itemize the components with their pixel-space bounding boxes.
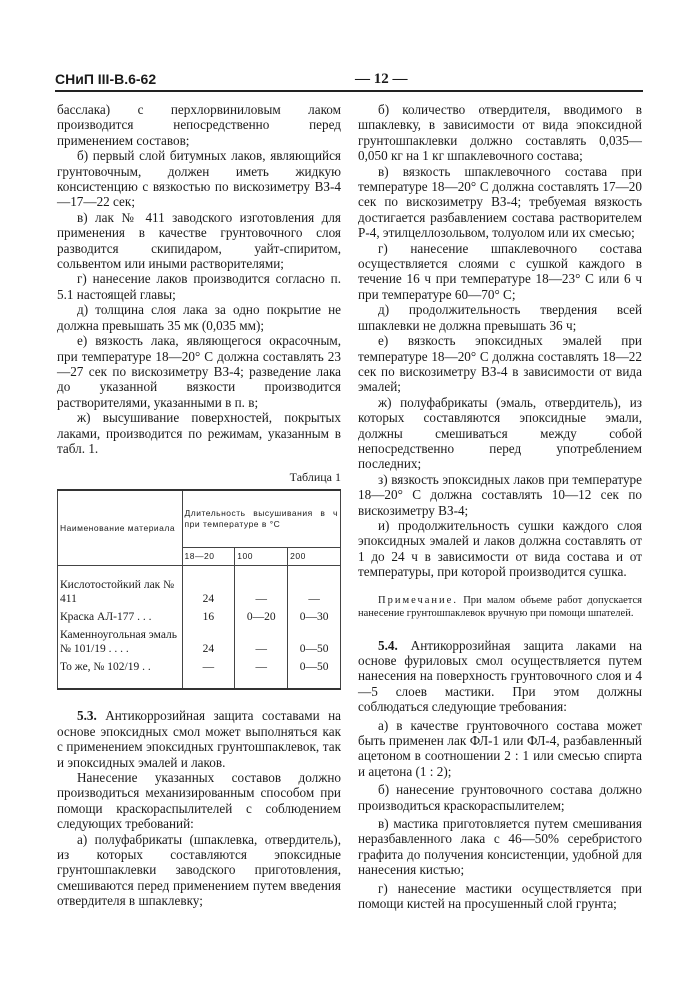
material-name: Краска АЛ-177 . . . xyxy=(58,608,183,626)
table-cell: 0—50 xyxy=(288,626,341,658)
material-name: То же, № 102/19 . . xyxy=(58,658,183,689)
paragraph: а) в качестве грунтовочного состава может быть применен лак ФЛ-1 или ФЛ-4, разбавленный ацетоном в соотношении 2 : 1 или смесью спирта и ацетона (1 : 2); xyxy=(358,717,642,779)
paragraph: е) вязкость эпоксидных эмалей при температуре 18—20° С должна составлять 18—22 сек по вискозиметру ВЗ-4 в зависимости от вида эмалей; xyxy=(358,333,642,395)
table-cell: — xyxy=(288,566,341,609)
paragraph: б) количество отвердителя, вводимого в шпаклевку, в зависимости от вида эпоксидной грунтошпаклевки должно составлять 0,035—0,050 кг на 1 кг шпаклевочного состава; xyxy=(358,102,642,164)
paragraph: в) вязкость шпаклевочного состава при температуре 18—20° С должна составлять 17—20 сек по вискозиметру ВЗ-4; требуемая вязкость достигается разбавлением состава растворителем Р-4, этилцеллозольвом, толуолом или их смесью; xyxy=(358,163,642,241)
table-cell: 0—30 xyxy=(288,608,341,626)
column-header-temp: 18—20 xyxy=(182,548,235,566)
note-text: При малом объеме работ допускается нанесение грунтошпаклевок вручную при помощи шпателей. xyxy=(358,594,643,619)
paragraph: в) лак № 411 заводского изготовления для применения в качестве грунтовочного слоя разводится скипидаром, уайт-спиритом, сольвентом или иными растворителями; xyxy=(57,209,341,272)
table-cell: 0—50 xyxy=(288,658,341,689)
table-row xyxy=(58,608,341,626)
paragraph: Нанесение указанных составов должно производиться механизированным способом при помощи краскораспылителей с соблюдением следующих требований: xyxy=(57,769,341,832)
table-cell: 16 xyxy=(182,608,235,626)
table-row xyxy=(58,626,341,658)
page-body xyxy=(57,102,642,912)
section-5-4 xyxy=(358,638,642,912)
document-code: СНиП III-В.6-62 xyxy=(55,71,157,87)
paragraph: ж) полуфабрикаты (эмаль, отвердитель), из которых составляются эпоксидные эмали, должны смешиваться между собой непосредственно перед употреблением последних; xyxy=(358,394,642,472)
table-row xyxy=(58,658,341,689)
table-row xyxy=(58,566,341,609)
right-column-top xyxy=(358,102,642,580)
paragraph: басслака) с перхлорвиниловым лаком производится непосредственно перед применением составов; xyxy=(57,102,341,148)
section-number: 5.3. xyxy=(77,708,97,724)
note-label: Примечание. xyxy=(378,594,458,606)
left-column-top xyxy=(57,102,341,456)
paragraph: и) продолжительность сушки каждого слоя эпоксидных эмалей и лаков должна составлять от 1 до 24 ч в зависимости от вида состава и от температуры, при которой производится сушка. xyxy=(358,517,642,580)
paragraph: б) первый слой битумных лаков, являющийся грунтовочным, должен иметь жидкую консистенцию с вязкостью по вискозиметру ВЗ-4—17—22 сек; xyxy=(57,148,341,210)
paragraph: е) вязкость лака, являющегося окрасочным, при температуре 18—20° С должна составлять 23—27 сек по вискозиметру ВЗ-4; разведение лака до указанной вязкости производится растворителями, указанными в п. в; xyxy=(57,333,341,410)
page-header xyxy=(55,70,643,92)
paragraph: г) нанесение мастики осуществляется при помощи кистей на просушенный слой грунта; xyxy=(358,880,642,912)
paragraph: д) продолжительность твердения всей шпаклевки не должна превышать 36 ч; xyxy=(358,302,642,333)
section-5-3 xyxy=(57,708,341,908)
paragraph: г) нанесение лаков производится согласно п. 5.1 настоящей главы; xyxy=(57,271,341,302)
drying-table xyxy=(57,489,341,690)
table-cell: — xyxy=(235,626,288,658)
paragraph: д) толщина слоя лака за одно покрытие не должна превышать 35 мк (0,035 мм); xyxy=(57,302,341,333)
paragraph: з) вязкость эпоксидных лаков при температуре 18—20° С должна составлять 10—12 сек по вискозиметру ВЗ-4; xyxy=(358,471,642,518)
paragraph: Антикоррозийная защита составами на основе эпоксидных смол может выполняться как с применением эпоксидных грунтошпаклевок, так и эпоксидных эмалей и лаков. xyxy=(57,708,341,770)
column-header-temp: 100 xyxy=(235,548,288,566)
table-cell: 24 xyxy=(182,626,235,658)
material-name: Каменноугольная эмаль № 101/19 . . . . xyxy=(58,626,183,658)
material-name: Кислотостойкий лак № 411 xyxy=(58,566,183,609)
paragraph: в) мастика приготовляется путем смешивания неразбавленного лака с 46—50% серебристого графита до получения консистенции, удобной для нанесения кистью; xyxy=(358,816,642,878)
column-header-material: Наименование материала xyxy=(58,490,183,566)
paragraph: Антикоррозийная защита лаками на основе фуриловых смол осуществляется путем нанесения на поверхность грунтовочного слоя и 4—5 слоев мастики. При этом должны соблюдаться следующие требования: xyxy=(358,637,642,715)
paragraph: б) нанесение грунтовочного состава должно производиться краскораспылителем; xyxy=(358,782,642,813)
table-cell: 0—20 xyxy=(235,608,288,626)
table-cell: — xyxy=(182,658,235,689)
column-header-duration: Длительность высушивания в ч при температуре в °С xyxy=(182,490,340,548)
section-number: 5.4. xyxy=(378,637,398,653)
table-cell: — xyxy=(235,658,288,689)
page-number: — 12 — xyxy=(355,71,408,87)
note xyxy=(358,594,642,620)
table-caption: Таблица 1 xyxy=(289,470,341,485)
paragraph: ж) высушивание поверхностей, покрытых лаками, производится по режимам, указанным в табл. 1. xyxy=(57,410,341,456)
right-column xyxy=(358,102,642,912)
table-cell: 24 xyxy=(182,566,235,609)
paragraph: г) нанесение шпаклевочного состава осуществляется слоями с сушкой каждого в течение 16 ч при температуре 18—23° С или 6 ч при температуре 60—70° С; xyxy=(358,240,642,302)
column-header-temp: 200 xyxy=(288,548,341,566)
paragraph: а) полуфабрикаты (шпаклевка, отвердитель), из которых составляются эпоксидные грунтошпаклевки заводского приготовления, смешиваются перед применением путем введения отвердителя в шпаклевку; xyxy=(57,831,341,909)
table-cell: — xyxy=(235,566,288,609)
left-column xyxy=(57,102,341,909)
